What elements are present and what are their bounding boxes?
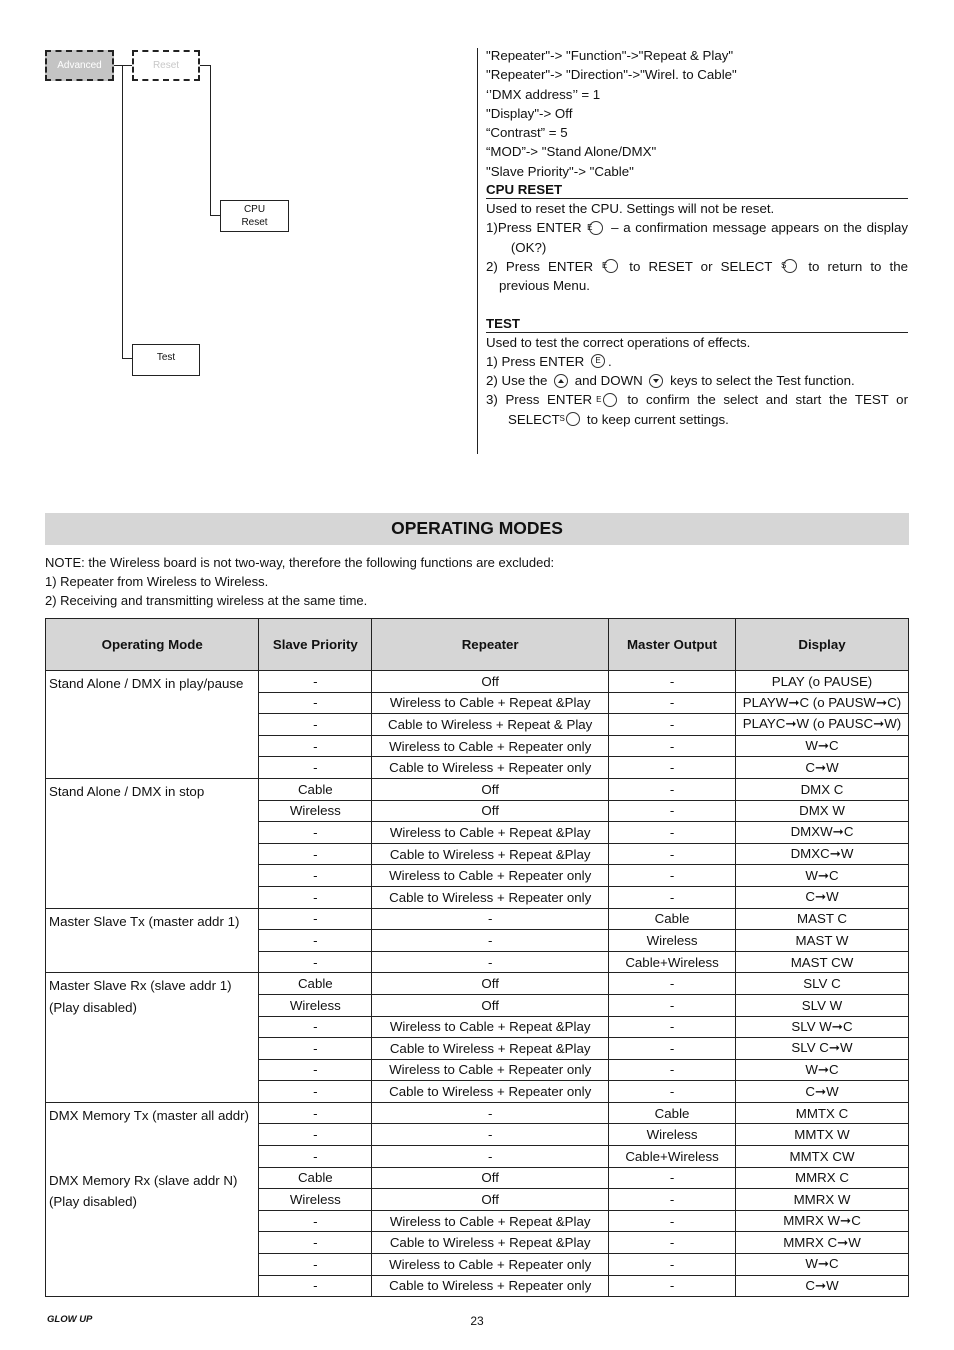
- slave-priority-cell: -: [259, 757, 372, 779]
- display-cell: C➞W: [736, 1275, 909, 1297]
- display-cell: SLV C➞W: [736, 1038, 909, 1060]
- column-header: Master Output: [609, 619, 736, 671]
- repeater-cell: Wireless to Cable + Repeat &Play: [372, 822, 609, 844]
- step-text: [486, 257, 908, 296]
- operating-mode-label: Master Slave Tx (master addr 1): [49, 913, 240, 929]
- repeater-cell: Wireless to Cable + Repeater only: [372, 865, 609, 887]
- slave-priority-cell: -: [259, 951, 372, 973]
- master-output-cell: -: [609, 886, 736, 908]
- up-arrow-key-icon: [554, 374, 568, 388]
- display-cell: MAST C: [736, 908, 909, 930]
- repeater-cell: Wireless to Cable + Repeater only: [372, 1059, 609, 1081]
- repeater-cell: Wireless to Cable + Repeat &Play: [372, 1016, 609, 1038]
- operating-mode-label: DMX Memory Rx (slave addr N): [49, 1172, 238, 1188]
- slave-priority-cell: Wireless: [259, 1189, 372, 1211]
- step-text-b: and DOWN: [574, 373, 643, 389]
- slave-priority-cell: -: [259, 1038, 372, 1060]
- slave-priority-cell: Cable: [259, 1167, 372, 1189]
- display-cell: SLV W: [736, 994, 909, 1016]
- note-line: 1) Repeater from Wireless to Wireless.: [45, 574, 269, 589]
- master-output-cell: -: [609, 865, 736, 887]
- slave-priority-cell: -: [259, 735, 372, 757]
- test-intro: Used to test the correct operations of effects.: [486, 334, 751, 350]
- display-cell: PLAYC➞W (o PAUSC➞W): [736, 714, 909, 736]
- repeater-cell: Cable to Wireless + Repeater only: [372, 1081, 609, 1103]
- slave-priority-cell: -: [259, 886, 372, 908]
- step-text-a: Press ENTER: [501, 353, 585, 369]
- slave-priority-cell: -: [259, 1210, 372, 1232]
- tree-connector: [122, 65, 123, 358]
- cpu-reset-step-2: [486, 257, 908, 296]
- table-row: [46, 908, 909, 930]
- enter-key-icon: E: [603, 393, 617, 407]
- menu-advanced: Advanced: [45, 50, 114, 81]
- display-cell: MMRX C➞W: [736, 1232, 909, 1254]
- column-header: Display: [736, 619, 909, 671]
- repeater-cell: Off: [372, 1167, 609, 1189]
- table-row: [46, 973, 909, 995]
- enter-key-icon: E: [591, 354, 605, 368]
- master-output-cell: Cable: [609, 1102, 736, 1124]
- table-body: [46, 671, 909, 1297]
- display-cell: PLAYW➞C (o PAUSW➞C): [736, 692, 909, 714]
- operating-mode-cell: [46, 778, 259, 908]
- display-cell: DMXC➞W: [736, 843, 909, 865]
- tree-connector: [114, 65, 132, 66]
- display-cell: C➞W: [736, 886, 909, 908]
- display-cell: DMX W: [736, 800, 909, 822]
- test-step-2: [486, 371, 908, 390]
- master-output-cell: Cable+Wireless: [609, 951, 736, 973]
- slave-priority-cell: -: [259, 1146, 372, 1168]
- operating-mode-label: (Play disabled): [49, 1194, 137, 1210]
- select-key-icon: S: [783, 259, 797, 273]
- column-header: Operating Mode: [46, 619, 259, 671]
- operating-mode-cell: [46, 973, 259, 1103]
- step-number: 1): [486, 353, 502, 369]
- step-text-c: to return to the previous Menu.: [499, 258, 909, 294]
- slave-priority-cell: Wireless: [259, 800, 372, 822]
- slave-priority-cell: -: [259, 908, 372, 930]
- display-cell: MMTX W: [736, 1124, 909, 1146]
- repeater-cell: Cable to Wireless + Repeater only: [372, 886, 609, 908]
- tree-connector: [200, 65, 210, 66]
- settings-line: “Contrast” = 5: [486, 125, 568, 141]
- test-step-1: [486, 352, 908, 371]
- slave-priority-cell: -: [259, 1254, 372, 1276]
- display-cell: MAST CW: [736, 951, 909, 973]
- display-cell: SLV C: [736, 973, 909, 995]
- operating-mode-cell: [46, 908, 259, 973]
- slave-priority-cell: -: [259, 671, 372, 693]
- settings-line: ‘’DMX address’’ = 1: [486, 86, 601, 102]
- display-cell: W➞C: [736, 735, 909, 757]
- master-output-cell: -: [609, 800, 736, 822]
- repeater-cell: Cable to Wireless + Repeat &Play: [372, 1232, 609, 1254]
- operating-mode-label: (Play disabled): [49, 999, 137, 1015]
- slave-priority-cell: -: [259, 865, 372, 887]
- master-output-cell: -: [609, 1210, 736, 1232]
- settings-line: “MOD”-> "Stand Alone/DMX": [486, 144, 657, 160]
- repeater-cell: -: [372, 908, 609, 930]
- slave-priority-cell: -: [259, 1232, 372, 1254]
- page-number: 23: [470, 1314, 484, 1328]
- section-heading: OPERATING MODES: [45, 513, 909, 545]
- tree-connector: [210, 65, 211, 215]
- repeater-cell: Cable to Wireless + Repeat &Play: [372, 1038, 609, 1060]
- slave-priority-cell: -: [259, 1102, 372, 1124]
- settings-line: "Slave Priority"-> "Cable": [486, 163, 634, 179]
- settings-line: "Repeater"-> "Function"->"Repeat & Play": [486, 48, 734, 63]
- master-output-cell: Cable: [609, 908, 736, 930]
- operating-mode-label: DMX Memory Tx (master all addr): [49, 1107, 249, 1123]
- display-cell: SLV W➞C: [736, 1016, 909, 1038]
- operating-mode-label: Master Slave Rx (slave addr 1): [49, 978, 232, 994]
- master-output-cell: -: [609, 1167, 736, 1189]
- display-cell: MMRX C: [736, 1167, 909, 1189]
- display-cell: W➞C: [736, 865, 909, 887]
- cpu-reset-heading: CPU RESET: [486, 181, 908, 199]
- display-cell: DMXW➞C: [736, 822, 909, 844]
- display-cell: W➞C: [736, 1059, 909, 1081]
- repeater-cell: Off: [372, 973, 609, 995]
- operating-mode-cell: [46, 671, 259, 779]
- menu-reset: Reset: [132, 50, 200, 81]
- display-cell: MMRX W: [736, 1189, 909, 1211]
- step-text: [486, 390, 908, 429]
- slave-priority-cell: Cable: [259, 973, 372, 995]
- repeater-cell: -: [372, 930, 609, 952]
- display-cell: PLAY (o PAUSE): [736, 671, 909, 693]
- cpu-reset-step-1: [486, 218, 908, 257]
- master-output-cell: -: [609, 1189, 736, 1211]
- step-text-b: – a confirmation message appears on the display (OK?): [510, 220, 909, 255]
- repeater-cell: Wireless to Cable + Repeater only: [372, 1254, 609, 1276]
- settings-line: "Repeater"-> "Direction"->"Wirel. to Cable": [486, 67, 737, 83]
- master-output-cell: -: [609, 1254, 736, 1276]
- slave-priority-cell: Wireless: [259, 994, 372, 1016]
- master-output-cell: -: [609, 692, 736, 714]
- display-cell: MMRX W➞C: [736, 1210, 909, 1232]
- operating-modes-table: [45, 618, 909, 1297]
- note-line: 2) Receiving and transmitting wireless at the same time.: [45, 593, 368, 608]
- down-arrow-key-icon: [649, 374, 663, 388]
- display-cell: C➞W: [736, 1081, 909, 1103]
- master-output-cell: -: [609, 843, 736, 865]
- table-row: [46, 671, 909, 693]
- step-number: 3): [486, 392, 506, 408]
- tree-connector: [122, 358, 132, 359]
- master-output-cell: -: [609, 822, 736, 844]
- menu-cpu-reset-line2: Reset: [241, 217, 268, 228]
- step-number: 1): [486, 220, 498, 236]
- display-cell: MMTX CW: [736, 1146, 909, 1168]
- select-key-icon: S: [566, 412, 580, 426]
- step-text-a: Press ENTER: [505, 258, 594, 274]
- repeater-cell: -: [372, 951, 609, 973]
- master-output-cell: -: [609, 973, 736, 995]
- master-output-cell: -: [609, 1081, 736, 1103]
- note: [45, 553, 554, 610]
- display-cell: C➞W: [736, 757, 909, 779]
- master-output-cell: -: [609, 1016, 736, 1038]
- menu-cpu-reset-line1: CPU: [243, 204, 266, 215]
- master-output-cell: -: [609, 1275, 736, 1297]
- step-text-a: Press ENTER: [505, 392, 593, 408]
- repeater-cell: Off: [372, 800, 609, 822]
- repeater-cell: Cable to Wireless + Repeat &Play: [372, 843, 609, 865]
- repeater-cell: -: [372, 1146, 609, 1168]
- repeater-cell: Wireless to Cable + Repeat &Play: [372, 692, 609, 714]
- slave-priority-cell: -: [259, 1275, 372, 1297]
- display-cell: MAST W: [736, 930, 909, 952]
- master-output-cell: Wireless: [609, 1124, 736, 1146]
- step-text-a: Press ENTER: [497, 220, 582, 236]
- step-number: 2): [486, 373, 502, 389]
- repeater-cell: -: [372, 1124, 609, 1146]
- slave-priority-cell: -: [259, 1081, 372, 1103]
- step-text-c: to keep current settings.: [586, 411, 729, 427]
- repeater-cell: Wireless to Cable + Repeater only: [372, 735, 609, 757]
- menu-test: Test: [132, 344, 200, 376]
- master-output-cell: -: [609, 1232, 736, 1254]
- operating-mode-cell: [46, 1102, 259, 1296]
- step-text-a: Use the: [501, 373, 548, 389]
- operating-mode-label: Stand Alone / DMX in play/pause: [49, 676, 244, 691]
- slave-priority-cell: -: [259, 930, 372, 952]
- cpu-reset-intro: Used to reset the CPU. Settings will not be reset.: [486, 201, 775, 217]
- repeater-cell: Off: [372, 671, 609, 693]
- note-line: NOTE: the Wireless board is not two-way, therefore the following functions are excluded:: [45, 555, 555, 570]
- step-text-b: to RESET or SELECT: [629, 258, 773, 274]
- enter-key-icon: E: [589, 221, 603, 235]
- repeater-cell: Off: [372, 1189, 609, 1211]
- master-output-cell: Cable+Wireless: [609, 1146, 736, 1168]
- slave-priority-cell: -: [259, 714, 372, 736]
- table-row: [46, 1102, 909, 1124]
- settings-line: "Display"-> Off: [486, 105, 573, 121]
- repeater-cell: Cable to Wireless + Repeater only: [372, 1275, 609, 1297]
- enter-key-icon: E: [604, 259, 618, 273]
- column-header: Repeater: [372, 619, 609, 671]
- master-output-cell: -: [609, 671, 736, 693]
- step-text-b: .: [607, 353, 612, 369]
- master-output-cell: -: [609, 1038, 736, 1060]
- step-text: [498, 218, 908, 257]
- repeater-cell: Off: [372, 778, 609, 800]
- slave-priority-cell: -: [259, 1059, 372, 1081]
- slave-priority-cell: -: [259, 1124, 372, 1146]
- display-cell: MMTX C: [736, 1102, 909, 1124]
- test-step-3: [486, 390, 908, 429]
- operating-mode-label: [49, 1126, 255, 1148]
- repeater-cell: -: [372, 1102, 609, 1124]
- display-cell: W➞C: [736, 1254, 909, 1276]
- repeater-cell: Cable to Wireless + Repeat & Play: [372, 714, 609, 736]
- slave-priority-cell: -: [259, 692, 372, 714]
- master-output-cell: -: [609, 1059, 736, 1081]
- footer-brand: GLOW UP: [47, 1314, 93, 1325]
- master-output-cell: -: [609, 714, 736, 736]
- table-row: [46, 778, 909, 800]
- tree-connector: [210, 215, 220, 216]
- step-text-b: to confirm the select and start the TEST or SELECT: [508, 392, 909, 427]
- step-text-c: keys to select the Test function.: [670, 373, 855, 389]
- repeater-cell: Off: [372, 994, 609, 1016]
- operating-mode-label: [49, 1148, 255, 1170]
- master-output-cell: -: [609, 994, 736, 1016]
- repeater-cell: Cable to Wireless + Repeater only: [372, 757, 609, 779]
- repeater-cell: Wireless to Cable + Repeat &Play: [372, 1210, 609, 1232]
- column-divider: [477, 48, 478, 454]
- slave-priority-cell: Cable: [259, 778, 372, 800]
- slave-priority-cell: -: [259, 822, 372, 844]
- master-output-cell: -: [609, 735, 736, 757]
- slave-priority-cell: -: [259, 1016, 372, 1038]
- display-cell: DMX C: [736, 778, 909, 800]
- table-header-row: [46, 619, 909, 671]
- master-output-cell: -: [609, 778, 736, 800]
- step-number: 2): [486, 258, 506, 274]
- master-output-cell: Wireless: [609, 930, 736, 952]
- column-header: Slave Priority: [259, 619, 372, 671]
- slave-priority-cell: -: [259, 843, 372, 865]
- menu-cpu-reset: [220, 200, 289, 232]
- operating-mode-label: Stand Alone / DMX in stop: [49, 783, 205, 799]
- test-heading: TEST: [486, 315, 908, 333]
- master-output-cell: -: [609, 757, 736, 779]
- settings-column: [486, 46, 908, 429]
